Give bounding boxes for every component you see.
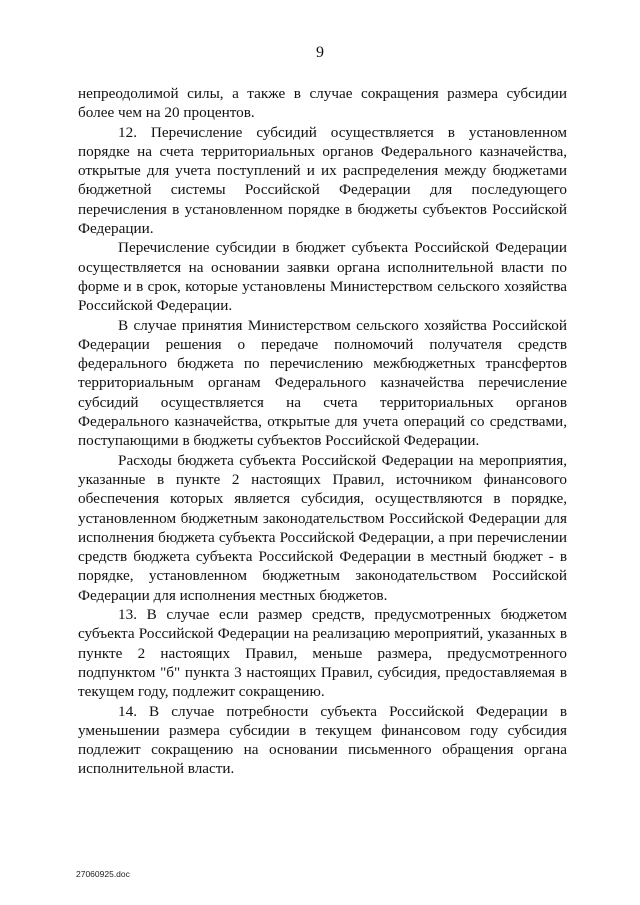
paragraph-expenses: Расходы бюджета субъекта Российской Федерации на мероприятия, указанные в пункте 2 настоящих Правил, источником финансового обеспечения которых является субсидия, осуществляются в порядке, установленном бюджетным законодательством Российской Федерации для исполнения бюджета субъекта Российской Федерации, а при перечислении средств бюджета субъекта Российской Федерации в местный бюджет - в порядке, установленном бюджетным законодательством Российской Федерации для исполнения местных бюджетов. xyxy=(78,451,567,604)
paragraph-item-14: 14. В случае потребности субъекта Российской Федерации в уменьшении размера субсидии в текущем финансовом году субсидия подлежит сокращению на основании письменного обращения органа исполнительной власти. xyxy=(78,702,567,778)
paragraph-subsidy-transfer: Перечисление субсидии в бюджет субъекта Российской Федерации осуществляется на основании заявки органа исполнительной власти по форме и в срок, которые установлены Министерством сельского хозяйства Российской Федерации. xyxy=(78,239,567,315)
paragraph-item-12: 12. Перечисление субсидий осуществляется в установленном порядке на счета территориальных органов Федерального казначейства, открытые для учета поступлений и их распределения между бюджетами бюджетной системы Российской Федерации для последующего перечисления в установленном порядке в бюджеты субъектов Российской Федерации. xyxy=(78,123,567,238)
paragraph-delegation: В случае принятия Министерством сельского хозяйства Российской Федерации решения о передаче полномочий получателя средств федерального бюджета по перечислению межбюджетных трансфертов территориальным органам Федерального казначейства перечисление субсидий осуществляется на счета территориальных органов Федерального казначейства, открытые для учета операций со средствами, поступающими в бюджеты субъектов Российской Федерации. xyxy=(78,316,567,450)
page-number: 9 xyxy=(316,44,324,61)
footer-document-code: 27060925.doc xyxy=(76,869,130,879)
paragraph-continuation: непреодолимой силы, а также в случае сокращения размера субсидии более чем на 20 процентов. xyxy=(78,85,567,122)
document-body xyxy=(78,84,567,779)
paragraph-item-13: 13. В случае если размер средств, предусмотренных бюджетом субъекта Российской Федерации на реализацию мероприятий, указанных в пункте 2 настоящих Правил, меньше размера, предусмотренного подпунктом "б" пункта 3 настоящих Правил, субсидия, предоставляемая в текущем году, подлежит сокращению. xyxy=(78,606,567,701)
